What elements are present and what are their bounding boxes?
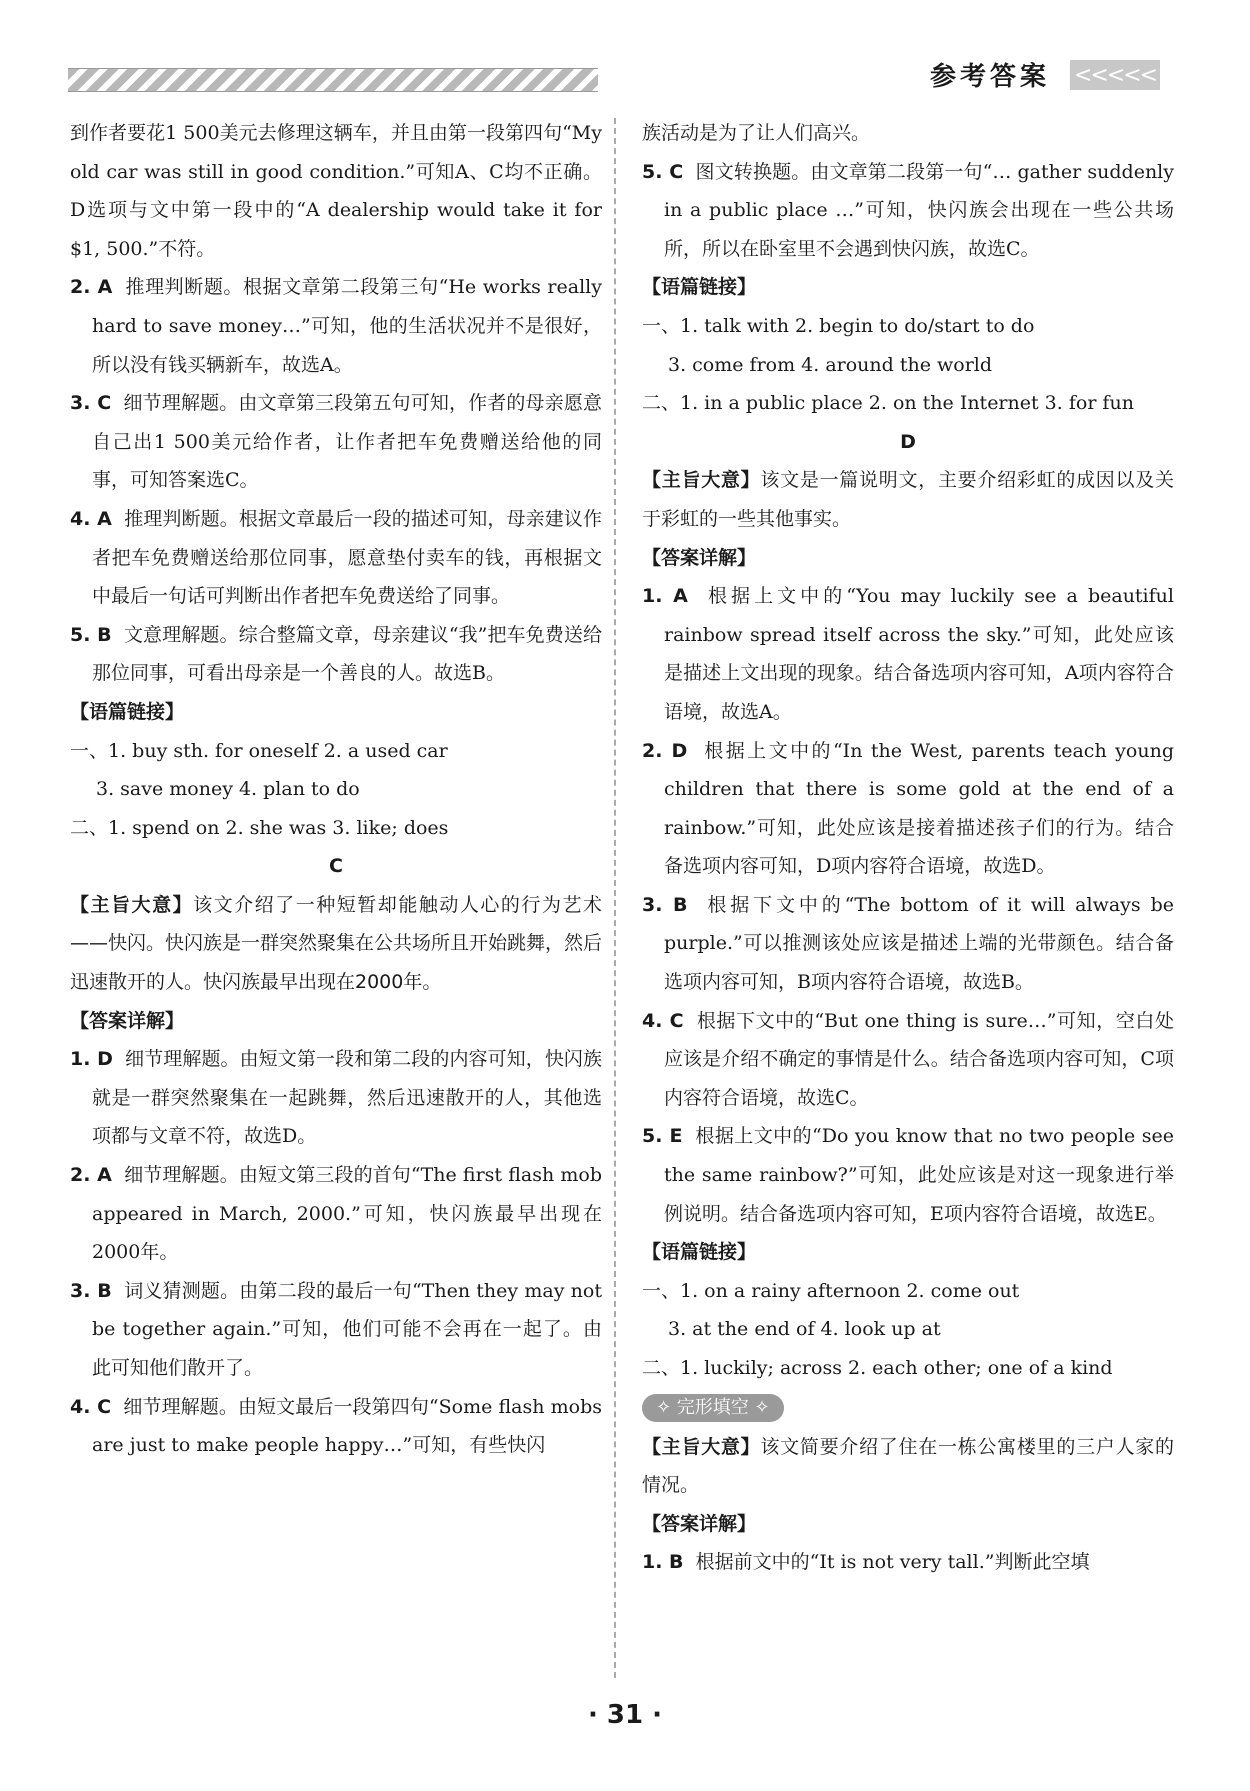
answer-text: 根据下文中的“But one thing is sure…”可知，空白处应该是介绍不确定的事情是什么。结合备选项内容可知，C项内容符合语境，故选C。 <box>664 1009 1174 1109</box>
answer-item <box>70 384 602 500</box>
answer-item <box>642 153 1174 269</box>
header-decor-bar <box>68 68 598 92</box>
passage-letter-d: D <box>900 430 916 453</box>
passage-letter-c: C <box>329 855 343 878</box>
answer-item <box>642 886 1174 1002</box>
link-line: 3. save money 4. plan to do <box>96 778 360 801</box>
link-line: 二、1. luckily; across 2. each other; one of a kind <box>642 1357 1113 1379</box>
answer-number: 1. B <box>642 1551 684 1574</box>
answer-text: 根据下文中的“The bottom of it will always be purple.”可以推测该处应该是描述上端的光带颜色。结合备选项内容可知，B项内容符合语境，故选B。 <box>664 893 1174 994</box>
main-idea-text: 该文介绍了一种短暂却能触动人心的行为艺术——快闪。快闪族是一群突然聚集在公共场所且开始跳舞，然后迅速散开的人。快闪族最早出现在2000年。 <box>70 893 603 994</box>
column-divider <box>614 118 616 1678</box>
link-line: 一、1. on a rainy afternoon 2. come out <box>642 1279 1020 1302</box>
answer-text: 根据上文中的“In the West, parents teach young children that there is some gold at the end of a rainbow.”可知，此处应该是接着描述孩子们的行为。结合备选项内容可知，D项内容符合语境，故选D。 <box>664 739 1174 878</box>
section-label-link: 【语篇链接】 <box>642 1241 757 1264</box>
answer-item <box>70 1040 602 1156</box>
section-label-link: 【语篇链接】 <box>642 276 757 299</box>
link-line: 一、1. buy sth. for oneself 2. a used car <box>70 739 448 762</box>
main-idea-paragraph <box>642 461 1174 538</box>
section-label-main: 【主旨大意】 <box>642 469 761 492</box>
answer-item <box>70 268 602 384</box>
page-header-title: 参考答案 <box>930 62 1051 92</box>
link-line: 二、1. in a public place 2. on the Internet 3. for fun <box>642 392 1134 415</box>
answer-number: 5. B <box>70 623 112 646</box>
answer-item <box>642 577 1174 731</box>
answer-number: 3. C <box>70 392 112 415</box>
answer-item <box>70 500 602 616</box>
answer-text: 词义猜测题。由第二段的最后一句“Then they may not be together again.”可知，他们可能不会再在一起了。由此可知他们散开了。 <box>92 1279 602 1379</box>
answer-number: 3. B <box>70 1279 112 1302</box>
answer-item <box>70 1272 602 1388</box>
page-number: · 31 · <box>587 1700 663 1730</box>
section-label-link: 【语篇链接】 <box>70 700 185 723</box>
link-line: 一、1. talk with 2. begin to do/start to do <box>642 314 1035 337</box>
answer-text: 推理判断题。根据文章最后一段的描述可知，母亲建议作者把车免费赠送给那位同事，愿意垫付卖车的钱，再根据文中最后一句话可判断出作者把车免费送给了同事。 <box>92 507 602 608</box>
answer-text: 根据前文中的“It is not very tall.”判断此空填 <box>695 1551 1090 1574</box>
section-label-main: 【主旨大意】 <box>642 1435 761 1458</box>
answer-text: 细节理解题。由短文第三段的首句“The first flash mob appeared in March, 2000.”可知，快闪族最早出现在2000年。 <box>92 1164 602 1264</box>
section-label-detail: 【答案详解】 <box>70 1009 185 1032</box>
answer-item <box>642 1117 1174 1233</box>
answer-number: 4. C <box>642 1009 684 1032</box>
link-line: 3. at the end of 4. look up at <box>668 1318 941 1341</box>
answer-item <box>642 732 1174 886</box>
answer-text: 细节理解题。由文章第三段第五句可知，作者的母亲愿意自己出1 500美元给作者，让作者把车免费赠送给他的同事，可知答案选C。 <box>92 392 602 492</box>
main-idea-paragraph <box>70 886 602 1002</box>
cloze-pill-label: ✧ 完形填空 ✧ <box>642 1394 784 1422</box>
answer-number: 5. E <box>642 1125 683 1148</box>
main-idea-paragraph <box>642 1428 1174 1505</box>
chevrons-icon: <<<<< <box>1070 60 1160 90</box>
answer-item <box>70 1156 602 1272</box>
right-column <box>642 114 1174 1582</box>
link-line: 二、1. spend on 2. she was 3. like; does <box>70 816 449 839</box>
section-label-detail: 【答案详解】 <box>642 1512 757 1535</box>
continued-paragraph: 族活动是为了让人们高兴。 <box>642 122 871 144</box>
section-label-detail: 【答案详解】 <box>642 546 757 569</box>
continued-paragraph: 到作者要花1 500美元去修理这辆车，并且由第一段第四句“My old car was still in good condition.”可知A、C均不正确。D选项与文中第一段中的“A dealership would take it for $1, 500.”不符。 <box>70 122 602 260</box>
answer-item <box>70 616 602 693</box>
link-line: 3. come from 4. around the world <box>668 353 993 376</box>
answer-item <box>642 1002 1174 1118</box>
answer-item <box>70 1388 602 1465</box>
section-label-main: 【主旨大意】 <box>70 893 194 916</box>
main-idea-text: 该文是一篇说明文，主要介绍彩虹的成因以及关于彩虹的一些其他事实。 <box>642 469 1174 530</box>
answer-number: 3. B <box>642 893 688 916</box>
left-column <box>70 114 602 1465</box>
answer-number: 2. A <box>70 1164 112 1187</box>
answer-number: 1. A <box>642 585 688 608</box>
answer-text: 推理判断题。根据文章第二段第三句“He works really hard to save money…”可知，他的生活状况并不是很好，所以没有钱买辆新车，故选A。 <box>92 276 602 376</box>
answer-number: 5. C <box>642 160 684 183</box>
answer-text: 根据上文中的“Do you know that no two people see the same rainbow?”可知，此处应该是对这一现象进行举例说明。结合备选项内容可知，E项内容符合语境，故选E。 <box>664 1125 1174 1225</box>
answer-number: 4. C <box>70 1395 112 1418</box>
main-idea-text: 该文简要介绍了住在一栋公寓楼里的三户人家的情况。 <box>642 1435 1174 1497</box>
answer-text: 文意理解题。综合整篇文章，母亲建议“我”把车免费送给那位同事，可看出母亲是一个善良的人。故选B。 <box>92 623 602 685</box>
cloze-section-header <box>642 1388 1174 1428</box>
answer-text: 图文转换题。由文章第二段第一句“… gather suddenly in a public place …”可知，快闪族会出现在一些公共场所，所以在卧室里不会遇到快闪族，故选C。 <box>664 160 1174 260</box>
answer-text: 根据上文中的“You may luckily see a beautiful rainbow spread itself across the sky.”可知，此处应该是描述上文出现的现象。结合备选项内容可知，A项内容符合语境，故选A。 <box>664 585 1174 723</box>
answer-number: 1. D <box>70 1048 113 1071</box>
answer-number: 2. A <box>70 276 113 299</box>
answer-number: 2. D <box>642 739 688 762</box>
answer-text: 细节理解题。由短文最后一段第四句“Some flash mobs are just to make people happy…”可知，有些快闪 <box>92 1395 602 1457</box>
answer-text: 细节理解题。由短文第一段和第二段的内容可知，快闪族就是一群突然聚集在一起跳舞，然后迅速散开的人，其他选项都与文章不符，故选D。 <box>92 1048 602 1148</box>
answer-item <box>642 1543 1174 1582</box>
answer-number: 4. A <box>70 507 112 530</box>
